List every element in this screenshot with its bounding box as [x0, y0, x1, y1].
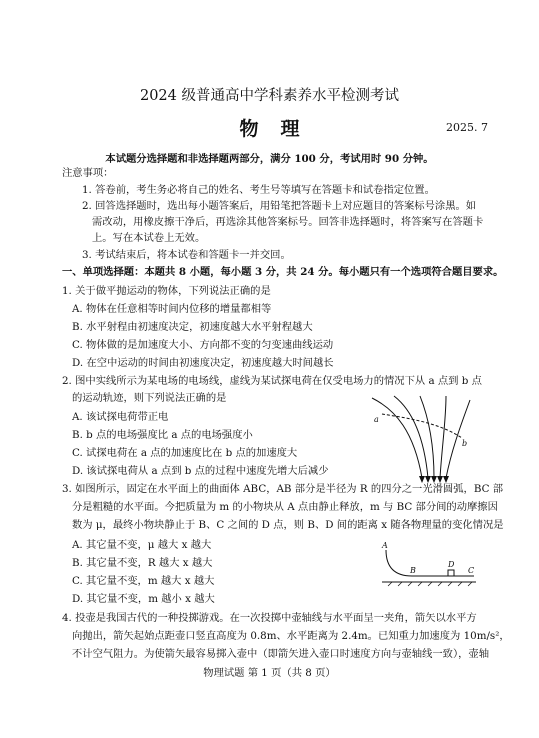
- curved-surface-figure: [378, 540, 478, 588]
- instruction-item: 需改动，用橡皮擦干净后，再选涂其他答案标号。回答非选择题时，将答案写在答题卡: [92, 216, 484, 228]
- option-b: B. 其它量不变，R 越大 x 越大: [72, 557, 213, 569]
- question-stem-cont: 分是粗糙的水平面。今把质量为 m 的小物块从 A 点由静止释放，m 与 BC 部分间的动摩擦因: [72, 501, 498, 513]
- exam-date: 2025. 7: [446, 121, 488, 134]
- question-stem-cont: 数为 μ，最终小物块静止于 B、C 之间的 D 点，则 B、D 间的距离 x 随各物理量的变化情况是: [72, 519, 504, 531]
- field-line: [440, 396, 446, 478]
- label-a: a: [374, 415, 379, 424]
- instructions-title: 注意事项：: [62, 167, 114, 179]
- question-stem: 4. 投壶是我国古代的一种投掷游戏。在一次投掷中壶轴线与水平面呈一夹角，箭矢以水平方: [62, 612, 477, 624]
- question-stem: 3. 如图所示，固定在水平面上的曲面体 ABC，AB 部分是半径为 R 的四分之一光滑圆弧，BC 部: [62, 483, 504, 495]
- instruction-item: 1. 答卷前，考生务必将自己的姓名、考生号等填写在答题卡和试卷指定位置。: [82, 184, 435, 196]
- label-B: B: [410, 566, 416, 575]
- label-b: b: [462, 439, 468, 448]
- question-stem-cont: 向抛出，箭矢起始点距壶口竖直高度为 0.8m、水平距离为 2.4m。已知重力加速度为 10m/s²，: [72, 630, 510, 642]
- option-d: D. 该试探电荷从 a 点到 b 点的过程中速度先增大后减少: [72, 465, 329, 477]
- option-a: A. 该试探电荷带正电: [72, 411, 169, 423]
- field-line: [394, 396, 428, 478]
- block-mass: [448, 570, 454, 576]
- label-A: A: [382, 541, 388, 550]
- option-b: B. 水平射程由初速度决定，初速度越大水平射程越大: [72, 321, 313, 333]
- question-stem: 1. 关于做平抛运动的物体，下列说法正确的是: [62, 285, 271, 297]
- option-a: A. 其它量不变，μ 越大 x 越大: [72, 539, 212, 551]
- exam-notice: 本试题分选择题和非选择题两部分，满分 100 分，考试用时 90 分钟。: [105, 153, 434, 165]
- electric-field-figure: [366, 392, 476, 484]
- option-b: B. b 点的电场强度比 a 点的电场强度小: [72, 429, 253, 441]
- field-line: [372, 398, 422, 478]
- page-footer: 物理试题 第 1 页（共 8 页）: [203, 667, 336, 679]
- label-D: D: [448, 560, 455, 569]
- exam-title: 2024 级普通高中学科素养水平检测考试: [139, 88, 399, 104]
- option-a: A. 物体在任意相等时间内位移的增量都相等: [72, 303, 272, 315]
- instruction-item: 上。写在本试卷上无效。: [92, 232, 206, 244]
- question-stem: 2. 图中实线所示为某电场的电场线，虚线为某试探电荷在仅受电场力的情况下从 a 点到 b 点: [62, 375, 482, 387]
- label-C: C: [468, 566, 475, 575]
- option-d: D. 其它量不变，m 越小 x 越大: [72, 593, 215, 605]
- trajectory-path: [382, 414, 462, 438]
- surface-profile: [386, 550, 474, 576]
- question-stem-cont: 的运动轨迹，则下列说法正确的是: [72, 392, 227, 404]
- option-c: C. 物体做的是加速度大小、方向都不变的匀变速曲线运动: [72, 339, 334, 351]
- option-c: C. 试探电荷在 a 点的加速度比在 b 点的加速度大: [72, 447, 298, 459]
- subject-title: 物理: [239, 118, 322, 140]
- instruction-item: 3. 考试结束后，将本试卷和答题卡一并交回。: [82, 249, 291, 261]
- option-d: D. 在空中运动的时间由初速度决定，初速度越大时间越长: [72, 357, 334, 369]
- option-c: C. 其它量不变，m 越大 x 越大: [72, 575, 215, 587]
- question-stem-cont: 不计空气阻力。为使箭矢最容易掷入壶中（即箭矢进入壶口时速度方向与壶轴线一致），壶轴: [72, 648, 490, 660]
- section-heading: 一、单项选择题：本题共 8 小题，每小题 3 分，共 24 分。每小题只有一个选项符合题目要求。: [62, 266, 504, 278]
- instruction-item: 2. 回答选择题时，选出每小题答案后，用铅笔把答题卡上对应题目的答案标号涂黑。如: [82, 200, 477, 212]
